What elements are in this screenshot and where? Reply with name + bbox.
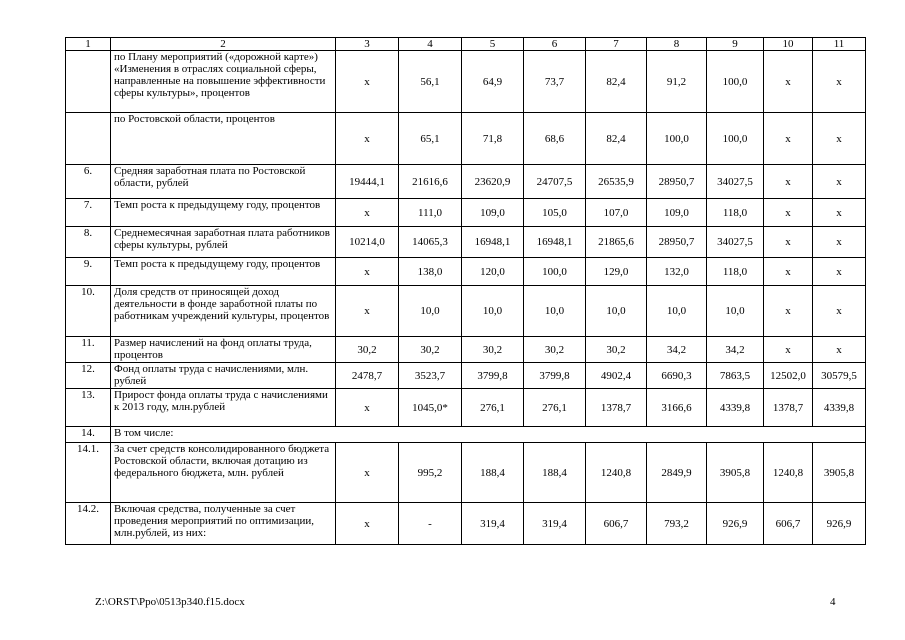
value-cell: 793,2 bbox=[647, 503, 707, 545]
value-cell: х bbox=[764, 286, 813, 337]
value-cell: х bbox=[764, 51, 813, 113]
value-cell: 995,2 bbox=[399, 443, 462, 503]
value-cell: х bbox=[336, 443, 399, 503]
value-cell: 100,0 bbox=[707, 113, 764, 165]
value-cell: х bbox=[336, 113, 399, 165]
page-number: 4 bbox=[830, 596, 836, 608]
column-number-header: 11 bbox=[813, 38, 866, 51]
table-row bbox=[66, 258, 866, 286]
column-number-header: 10 bbox=[764, 38, 813, 51]
value-cell: 118,0 bbox=[707, 199, 764, 227]
row-number: 12. bbox=[66, 363, 111, 389]
value-cell: 23620,9 bbox=[462, 165, 524, 199]
row-number: 9. bbox=[66, 258, 111, 286]
row-number: 8. bbox=[66, 227, 111, 258]
row-number: 10. bbox=[66, 286, 111, 337]
value-cell: 3523,7 bbox=[399, 363, 462, 389]
value-cell: 1378,7 bbox=[764, 389, 813, 427]
value-cell: 606,7 bbox=[586, 503, 647, 545]
header-row bbox=[66, 38, 866, 51]
value-cell: 34,2 bbox=[707, 337, 764, 363]
indicator-name: Темп роста к предыдущему году, процентов bbox=[111, 199, 336, 227]
value-cell: 276,1 bbox=[462, 389, 524, 427]
value-cell: х bbox=[336, 51, 399, 113]
value-cell: 188,4 bbox=[524, 443, 586, 503]
value-cell: 1045,0* bbox=[399, 389, 462, 427]
value-cell: 10,0 bbox=[399, 286, 462, 337]
row-number: 11. bbox=[66, 337, 111, 363]
row-number: 14. bbox=[66, 427, 111, 443]
data-table bbox=[65, 37, 866, 545]
value-cell: 2478,7 bbox=[336, 363, 399, 389]
value-cell: 30,2 bbox=[399, 337, 462, 363]
value-cell: 30,2 bbox=[336, 337, 399, 363]
value-cell: 319,4 bbox=[524, 503, 586, 545]
value-cell: 4339,8 bbox=[707, 389, 764, 427]
value-cell: 100,0 bbox=[707, 51, 764, 113]
value-cell: х bbox=[813, 199, 866, 227]
value-cell: 100,0 bbox=[647, 113, 707, 165]
column-number-header: 9 bbox=[707, 38, 764, 51]
value-cell: х bbox=[764, 113, 813, 165]
value-cell: 21865,6 bbox=[586, 227, 647, 258]
value-cell: 6690,3 bbox=[647, 363, 707, 389]
column-number-header: 3 bbox=[336, 38, 399, 51]
value-cell: х bbox=[764, 227, 813, 258]
indicator-name: В том числе: bbox=[111, 427, 866, 443]
value-cell: 3799,8 bbox=[462, 363, 524, 389]
value-cell: 111,0 bbox=[399, 199, 462, 227]
value-cell: 82,4 bbox=[586, 113, 647, 165]
column-number-header: 6 bbox=[524, 38, 586, 51]
indicator-name: Фонд оплаты труда с начислениями, млн. рублей bbox=[111, 363, 336, 389]
value-cell: 34027,5 bbox=[707, 227, 764, 258]
row-number bbox=[66, 51, 111, 113]
column-number-header: 8 bbox=[647, 38, 707, 51]
column-number-header: 4 bbox=[399, 38, 462, 51]
file-path: Z:\ORST\Ppo\0513p340.f15.docx bbox=[95, 596, 245, 608]
value-cell: 24707,5 bbox=[524, 165, 586, 199]
value-cell: 129,0 bbox=[586, 258, 647, 286]
value-cell: 10,0 bbox=[647, 286, 707, 337]
value-cell: 926,9 bbox=[813, 503, 866, 545]
value-cell: х bbox=[813, 337, 866, 363]
indicator-name: Размер начислений на фонд оплаты труда, процентов bbox=[111, 337, 336, 363]
row-number bbox=[66, 113, 111, 165]
value-cell: 64,9 bbox=[462, 51, 524, 113]
indicator-name: Темп роста к предыдущему году, процентов bbox=[111, 258, 336, 286]
value-cell: х bbox=[813, 165, 866, 199]
column-number-header: 7 bbox=[586, 38, 647, 51]
value-cell: х bbox=[813, 113, 866, 165]
value-cell: 107,0 bbox=[586, 199, 647, 227]
row-number: 14.1. bbox=[66, 443, 111, 503]
value-cell: х bbox=[336, 258, 399, 286]
value-cell: 10,0 bbox=[586, 286, 647, 337]
value-cell: 1378,7 bbox=[586, 389, 647, 427]
value-cell: х bbox=[813, 286, 866, 337]
value-cell: 188,4 bbox=[462, 443, 524, 503]
indicator-name: Прирост фонда оплаты труда с начислениями к 2013 году, млн.рублей bbox=[111, 389, 336, 427]
table-row bbox=[66, 427, 866, 443]
table-row bbox=[66, 389, 866, 427]
value-cell: 73,7 bbox=[524, 51, 586, 113]
table-row bbox=[66, 363, 866, 389]
value-cell: х bbox=[336, 199, 399, 227]
table-row bbox=[66, 199, 866, 227]
value-cell: 91,2 bbox=[647, 51, 707, 113]
value-cell: 118,0 bbox=[707, 258, 764, 286]
value-cell: 1240,8 bbox=[586, 443, 647, 503]
value-cell: 19444,1 bbox=[336, 165, 399, 199]
indicator-name: Доля средств от приносящей доход деятельности в фонде заработной платы по работникам учреждений культуры, процентов bbox=[111, 286, 336, 337]
indicator-name: по Плану мероприятий («дорожной карте») «Изменения в отраслях социальной сферы, направленные на повышение эффективности сферы культуры», процентов bbox=[111, 51, 336, 113]
value-cell: 138,0 bbox=[399, 258, 462, 286]
value-cell: 3905,8 bbox=[813, 443, 866, 503]
value-cell: 606,7 bbox=[764, 503, 813, 545]
value-cell: 30,2 bbox=[462, 337, 524, 363]
value-cell: х bbox=[764, 258, 813, 286]
value-cell: 30,2 bbox=[524, 337, 586, 363]
indicator-name: Включая средства, полученные за счет проведения мероприятий по оптимизации, млн.рублей, из них: bbox=[111, 503, 336, 545]
value-cell: 10,0 bbox=[462, 286, 524, 337]
value-cell: 7863,5 bbox=[707, 363, 764, 389]
indicator-name: Средняя заработная плата по Ростовской области, рублей bbox=[111, 165, 336, 199]
table-row bbox=[66, 443, 866, 503]
value-cell: 82,4 bbox=[586, 51, 647, 113]
value-cell: 1240,8 bbox=[764, 443, 813, 503]
table-row bbox=[66, 227, 866, 258]
value-cell: 14065,3 bbox=[399, 227, 462, 258]
value-cell: 34027,5 bbox=[707, 165, 764, 199]
indicator-name: За счет средств консолидированного бюджета Ростовской области, включая дотацию из федерального бюджета, млн. рублей bbox=[111, 443, 336, 503]
value-cell: 16948,1 bbox=[462, 227, 524, 258]
table-row bbox=[66, 113, 866, 165]
value-cell: 105,0 bbox=[524, 199, 586, 227]
indicator-name: Среднемесячная заработная плата работников сферы культуры, рублей bbox=[111, 227, 336, 258]
value-cell: 21616,6 bbox=[399, 165, 462, 199]
value-cell: 926,9 bbox=[707, 503, 764, 545]
table-row bbox=[66, 503, 866, 545]
value-cell: 2849,9 bbox=[647, 443, 707, 503]
value-cell: х bbox=[764, 199, 813, 227]
value-cell: 56,1 bbox=[399, 51, 462, 113]
value-cell: 28950,7 bbox=[647, 165, 707, 199]
value-cell: 71,8 bbox=[462, 113, 524, 165]
table-row bbox=[66, 286, 866, 337]
value-cell: 109,0 bbox=[647, 199, 707, 227]
value-cell: х bbox=[813, 51, 866, 113]
value-cell: 12502,0 bbox=[764, 363, 813, 389]
value-cell: 3905,8 bbox=[707, 443, 764, 503]
value-cell: х bbox=[336, 503, 399, 545]
value-cell: 10,0 bbox=[707, 286, 764, 337]
value-cell: 109,0 bbox=[462, 199, 524, 227]
table-row bbox=[66, 337, 866, 363]
value-cell: 28950,7 bbox=[647, 227, 707, 258]
value-cell: 100,0 bbox=[524, 258, 586, 286]
value-cell: х bbox=[336, 286, 399, 337]
column-number-header: 2 bbox=[111, 38, 336, 51]
value-cell: 30,2 bbox=[586, 337, 647, 363]
value-cell: 319,4 bbox=[462, 503, 524, 545]
table-row bbox=[66, 165, 866, 199]
value-cell: х bbox=[764, 337, 813, 363]
value-cell: 10,0 bbox=[524, 286, 586, 337]
value-cell: 26535,9 bbox=[586, 165, 647, 199]
value-cell: 68,6 bbox=[524, 113, 586, 165]
value-cell: 30579,5 bbox=[813, 363, 866, 389]
value-cell: 65,1 bbox=[399, 113, 462, 165]
row-number: 6. bbox=[66, 165, 111, 199]
value-cell: 120,0 bbox=[462, 258, 524, 286]
value-cell: 34,2 bbox=[647, 337, 707, 363]
row-number: 7. bbox=[66, 199, 111, 227]
value-cell: 3799,8 bbox=[524, 363, 586, 389]
value-cell: х bbox=[813, 258, 866, 286]
table-row bbox=[66, 51, 866, 113]
column-number-header: 1 bbox=[66, 38, 111, 51]
value-cell: 10214,0 bbox=[336, 227, 399, 258]
value-cell: 16948,1 bbox=[524, 227, 586, 258]
column-number-header: 5 bbox=[462, 38, 524, 51]
value-cell: 276,1 bbox=[524, 389, 586, 427]
value-cell: - bbox=[399, 503, 462, 545]
value-cell: х bbox=[336, 389, 399, 427]
value-cell: 132,0 bbox=[647, 258, 707, 286]
indicator-name: по Ростовской области, процентов bbox=[111, 113, 336, 165]
row-number: 13. bbox=[66, 389, 111, 427]
value-cell: 4902,4 bbox=[586, 363, 647, 389]
value-cell: 4339,8 bbox=[813, 389, 866, 427]
row-number: 14.2. bbox=[66, 503, 111, 545]
value-cell: х bbox=[764, 165, 813, 199]
value-cell: 3166,6 bbox=[647, 389, 707, 427]
value-cell: х bbox=[813, 227, 866, 258]
